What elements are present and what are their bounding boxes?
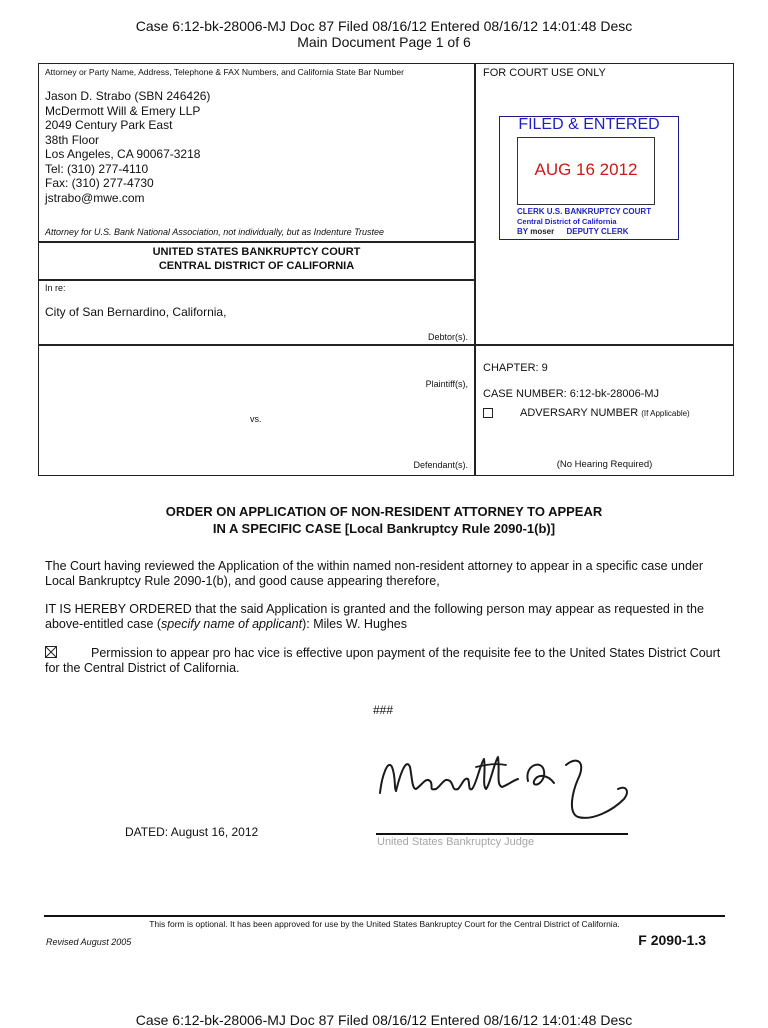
signature-caption: United States Bankruptcy Judge	[377, 836, 535, 848]
permission-paragraph	[45, 646, 720, 676]
attorney-city: Los Angeles, CA 90067-3218	[45, 147, 201, 161]
order-paragraph-1-line2: Local Bankruptcy Rule 2090-1(b), and good cause appearing therefore,	[45, 574, 440, 588]
order-paragraph-1	[45, 559, 703, 589]
case-header-line2: Main Document Page 1 of 6	[297, 34, 471, 50]
divider-below-debtor	[38, 344, 734, 346]
footer-revised: Revised August 2005	[46, 937, 132, 947]
court-name	[38, 245, 475, 273]
adversary-note: (If Applicable)	[641, 409, 690, 418]
attorney-email: jstrabo@mwe.com	[45, 190, 145, 205]
order-title-line2: IN A SPECIFIC CASE [Local Bankruptcy Rule 2090-1(b)]	[212, 521, 556, 536]
attorney-address2: 38th Floor	[45, 132, 100, 147]
adversary-line	[520, 407, 690, 419]
court-name-line1: UNITED STATES BANKRUPTCY COURT	[152, 246, 361, 258]
order-paragraph-1-line1: The Court having reviewed the Application of the within named non-resident attorney to appear in a specific case under	[45, 559, 704, 573]
permission-line1: Permission to appear pro hac vice is effective upon payment of the requisite fee to the United States District Court	[91, 646, 721, 660]
in-re-label: In re:	[45, 283, 66, 293]
order-paragraph-2-suffix: ): Miles W. Hughes	[302, 617, 407, 631]
case-header-line1-bottom: Case 6:12-bk-28006-MJ Doc 87 Filed 08/16/12 Entered 08/16/12 14:01:48 Desc	[135, 1012, 633, 1028]
hearing-note: (No Hearing Required)	[556, 459, 653, 470]
footer-rule	[44, 915, 725, 917]
permission-line2: for the Central District of California.	[45, 661, 240, 675]
defendant-label: Defendant(s).	[413, 460, 468, 470]
order-paragraph-2-prefix: above-entitled case (	[45, 617, 162, 631]
case-header-line1: Case 6:12-bk-28006-MJ Doc 87 Filed 08/16/12 Entered 08/16/12 14:01:48 Desc	[135, 18, 633, 34]
end-marker: ###	[373, 703, 394, 717]
attorney-fax: Fax: (310) 277-4730	[45, 176, 154, 190]
order-paragraph-2-italic: specify name of applicant	[161, 617, 303, 631]
stamp-deputy: DEPUTY CLERK	[566, 227, 629, 236]
form-number: F 2090-1.3	[638, 932, 706, 948]
divider-below-attorney	[38, 241, 475, 243]
order-paragraph-2	[45, 602, 704, 632]
adversary-checkbox[interactable]	[483, 408, 493, 418]
order-paragraph-2-line2	[45, 617, 704, 632]
stamp-by-label: BY	[517, 227, 528, 236]
debtor-name: City of San Bernardino, California,	[45, 305, 227, 319]
judge-signature-icon	[372, 745, 634, 825]
vs-label: vs.	[250, 414, 262, 424]
footer-optional-note: This form is optional. It has been approved for use by the United States Bankruptcy Court for the Central District of California.	[149, 919, 620, 929]
dated: DATED: August 16, 2012	[125, 825, 259, 839]
attorney-tel: Tel: (310) 277-4110	[45, 161, 149, 176]
stamp-clerk: CLERK U.S. BANKRUPTCY COURT	[517, 207, 652, 216]
attorney-address-block	[45, 89, 210, 205]
attorney-address1: 2049 Century Park East	[45, 118, 173, 132]
court-use-label: FOR COURT USE ONLY	[483, 67, 606, 79]
stamp-by-name: moser	[530, 227, 555, 236]
chapter: CHAPTER: 9	[483, 362, 548, 374]
attorney-section-label: Attorney or Party Name, Address, Telephone & FAX Numbers, and California State Bar Number	[45, 67, 404, 77]
stamp-by-line	[517, 227, 629, 236]
order-title	[0, 503, 768, 537]
court-name-line2: CENTRAL DISTRICT OF CALIFORNIA	[158, 260, 355, 272]
stamp-district: Central District of California	[517, 217, 617, 226]
debtor-label: Debtor(s).	[427, 332, 468, 342]
attorney-name: Jason D. Strabo (SBN 246426)	[45, 89, 211, 103]
divider-below-court	[38, 279, 475, 281]
stamp-date: AUG 16 2012	[534, 160, 638, 179]
order-title-line1: ORDER ON APPLICATION OF NON-RESIDENT ATTORNEY TO APPEAR	[165, 504, 603, 519]
attorney-firm: McDermott Will & Emery LLP	[45, 103, 201, 118]
order-paragraph-2-line1: IT IS HEREBY ORDERED that the said Application is granted and the following person may appear as requested in the	[45, 602, 704, 616]
stamp-title: FILED & ENTERED	[518, 116, 660, 133]
adversary-label: ADVERSARY NUMBER	[520, 407, 639, 419]
signature-line	[376, 833, 628, 835]
attorney-role: Attorney for U.S. Bank National Association, not individually, but as Indenture Trustee	[45, 227, 385, 237]
case-number: CASE NUMBER: 6:12-bk-28006-MJ	[483, 388, 660, 400]
plaintiff-label: Plaintiff(s),	[425, 379, 468, 389]
